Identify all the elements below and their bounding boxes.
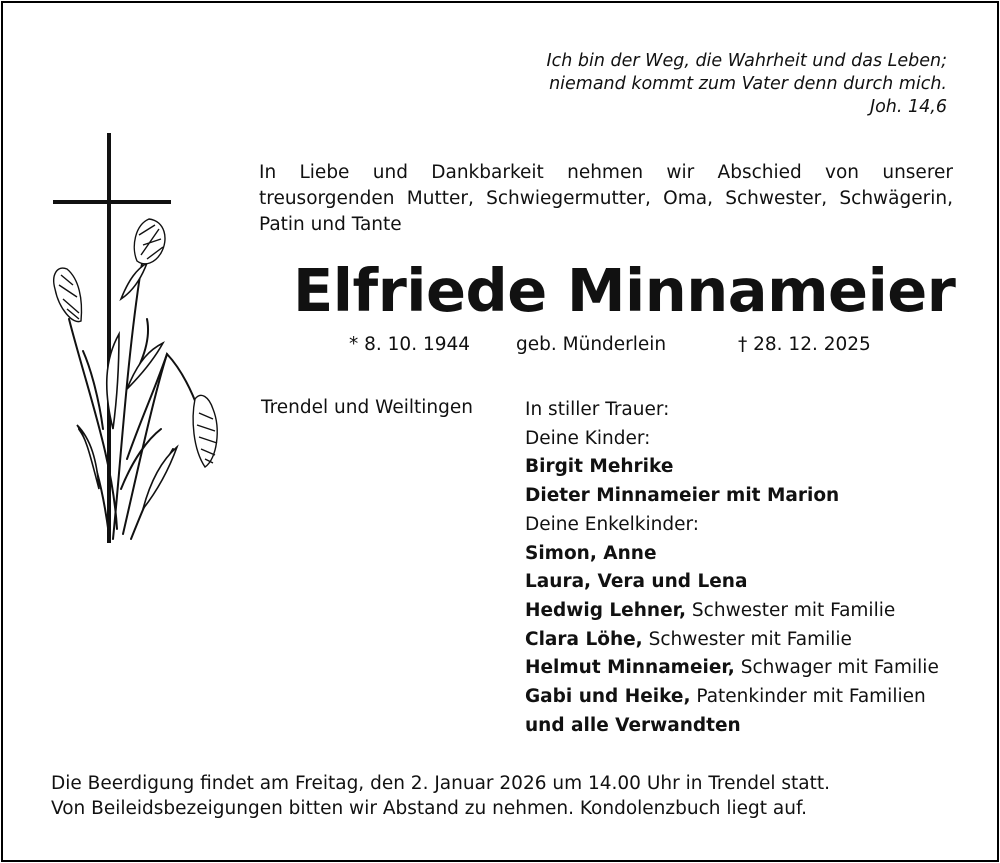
mourner-relation: Schwager mit Familie <box>734 657 939 679</box>
mourner-line <box>525 482 939 511</box>
mourner-line <box>525 597 939 626</box>
mourner-line <box>525 654 939 683</box>
mourner-line <box>525 453 939 482</box>
deceased-name: Elfriede Minnameier <box>293 256 956 325</box>
mourner-line <box>525 425 939 454</box>
birth-date: * 8. 10. 1944 <box>349 334 471 355</box>
cross-with-wheat-icon <box>43 129 243 549</box>
mourner-line <box>525 396 939 425</box>
mourner-line <box>525 712 939 741</box>
mourner-name: Helmut Minnameier, <box>525 657 735 679</box>
place-text: Trendel und Weiltingen <box>261 397 473 418</box>
mourner-name: Clara Löhe, <box>525 628 643 650</box>
bible-quote <box>546 50 947 119</box>
obituary-notice <box>1 1 999 862</box>
mourner-name: und alle Verwandten <box>525 714 741 736</box>
mourner-line <box>525 683 939 712</box>
mourner-relation: Deine Kinder: <box>525 427 651 449</box>
mourner-name: Birgit Mehrike <box>525 456 674 478</box>
funeral-line: Von Beileidsbezeigungen bitten wir Abstand zu nehmen. Kondolenzbuch liegt auf. <box>51 798 807 819</box>
mourner-relation: Schwester mit Familie <box>642 628 852 650</box>
mourner-line <box>525 540 939 569</box>
mourner-line <box>525 568 939 597</box>
mourner-relation: Deine Enkelkinder: <box>525 513 699 535</box>
mourner-relation: Schwester mit Familie <box>686 599 896 621</box>
mourner-name: Hedwig Lehner, <box>525 599 687 621</box>
quote-reference: Joh. 14,6 <box>869 97 947 117</box>
death-date: † 28. 12. 2025 <box>738 334 871 355</box>
funeral-line: Die Beerdigung findet am Freitag, den 2. Januar 2026 um 14.00 Uhr in Trendel statt. <box>51 773 830 794</box>
mourner-relation: Patenkinder mit Familien <box>690 686 926 708</box>
quote-line: niemand kommt zum Vater denn durch mich. <box>549 74 947 94</box>
mourner-line <box>525 626 939 655</box>
mourner-name: Gabi und Heike, <box>525 686 691 708</box>
maiden-name: geb. Münderlein <box>516 334 667 355</box>
mourners-list <box>525 396 939 740</box>
mourner-name: Simon, Anne <box>525 542 657 564</box>
intro-text: In Liebe und Dankbarkeit nehmen wir Abschied von unserer treusorgenden Mutter, Schwiegermutter, Oma, Schwester, Schwägerin, Patin und Tante <box>259 162 953 235</box>
funeral-info <box>51 771 830 821</box>
quote-line: Ich bin der Weg, die Wahrheit und das Leben; <box>546 51 947 71</box>
mourner-name: Laura, Vera und Lena <box>525 571 748 593</box>
mourner-line <box>525 511 939 540</box>
mourner-relation: In stiller Trauer: <box>525 399 670 420</box>
mourner-name: Dieter Minnameier mit Marion <box>525 485 840 507</box>
